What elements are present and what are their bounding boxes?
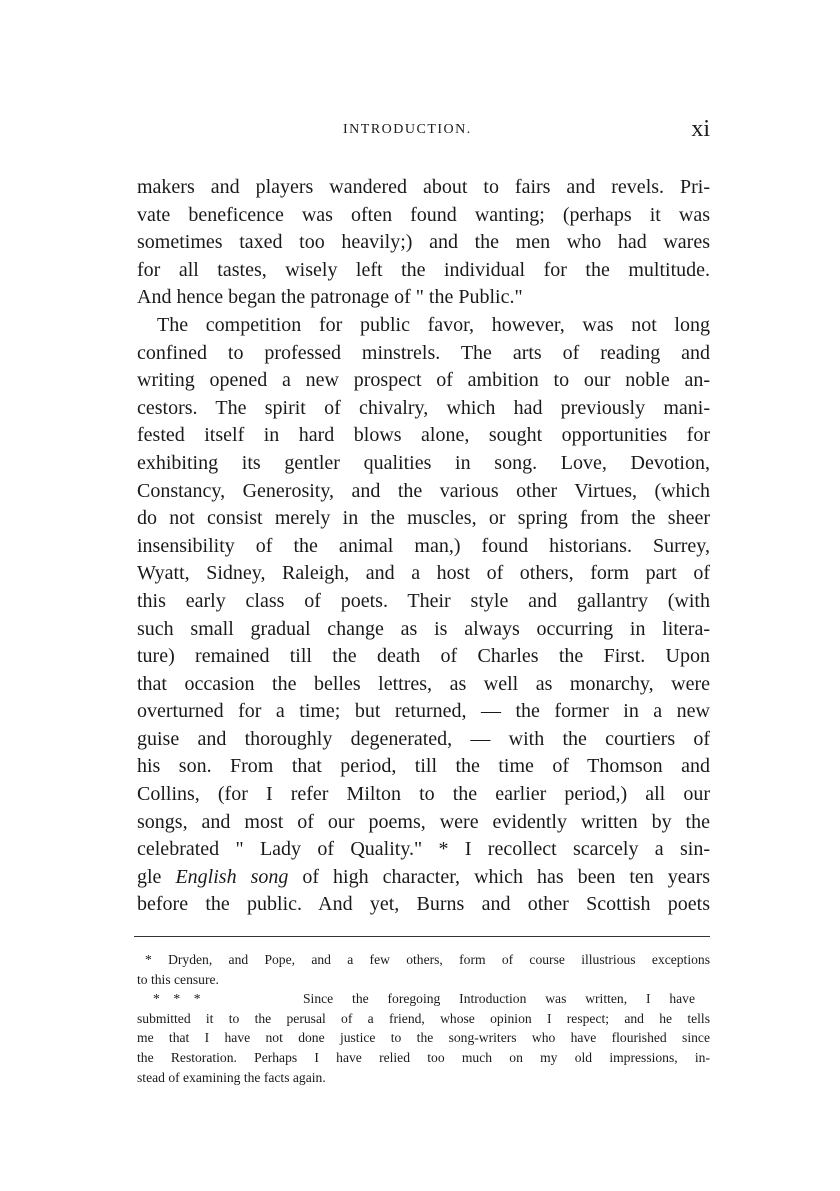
text-line: insensibility of the animal man,) found historians. Surrey,: [137, 534, 710, 557]
page-number: xi: [691, 116, 710, 142]
text-line: writing opened a new prospect of ambition to our noble an-: [137, 369, 710, 392]
text-line: confined to professed minstrels. The arts of reading and: [137, 341, 710, 364]
footnote-line: the Restoration. Perhaps I have relied too much on my old impressions, in-: [137, 1049, 710, 1065]
italic-phrase: English song: [175, 865, 289, 888]
footnote-line: to this censure.: [137, 971, 219, 987]
footnote-line: me that I have not done justice to the song-writers who have flourished since: [137, 1030, 710, 1046]
body-text: [137, 174, 710, 919]
running-head: INTRODUCTION.: [343, 122, 472, 137]
footnotes: [137, 950, 710, 1087]
text-line: The competition for public favor, however, was not long: [157, 313, 710, 336]
text-line: celebrated " Lady of Quality." * I recollect scarcely a sin-: [137, 838, 710, 861]
footnote-text: Since the foregoing Introduction was written, I have: [303, 991, 695, 1007]
text-line: for all tastes, wisely left the individual for the multitude.: [137, 258, 710, 281]
text-line: Constancy, Generosity, and the various other Virtues, (which: [137, 479, 710, 502]
page-header: [137, 116, 710, 146]
text-line: vate beneficence was often found wanting; (perhaps it was: [137, 203, 710, 226]
text-segment: of high character, which has been ten years: [302, 865, 711, 888]
text-line: fested itself in hard blows alone, sought opportunities for: [137, 424, 710, 447]
text-line: such small gradual change as is always occurring in litera-: [137, 617, 710, 640]
footnote-line: * Dryden, and Pope, and a few others, form of course illustrious exceptions: [145, 952, 710, 967]
text-line: And hence began the patronage of " the Public.": [137, 286, 523, 309]
text-segment: gle: [137, 865, 162, 888]
footnote-divider: [134, 936, 710, 937]
text-line: makers and players wandered about to fairs and revels. Pri-: [137, 176, 710, 198]
footnote-line: submitted it to the perusal of a friend, whose opinion I respect; and he tells: [137, 1010, 710, 1026]
text-line: Collins, (for I refer Milton to the earlier period,) all our: [137, 783, 710, 806]
text-line-with-italic: [137, 864, 710, 892]
text-line: overturned for a time; but returned, — the former in a new: [137, 700, 710, 723]
text-line: exhibiting its gentler qualities in song. Love, Devotion,: [137, 451, 710, 474]
text-line: before the public. And yet, Burns and other Scottish poets: [137, 893, 710, 916]
text-line: songs, and most of our poems, were evidently written by the: [137, 810, 710, 833]
text-line: Wyatt, Sidney, Raleigh, and a host of others, form part of: [137, 562, 710, 585]
text-line: guise and thoroughly degenerated, — with the courtiers of: [137, 727, 710, 750]
text-line: that occasion the belles lettres, as well as monarchy, were: [137, 672, 710, 695]
footnote-line: stead of examining the facts again.: [137, 1069, 326, 1085]
text-line: ture) remained till the death of Charles the First. Upon: [137, 645, 710, 668]
footnote-line-with-asterisks: [137, 989, 710, 1009]
text-line: do not consist merely in the muscles, or spring from the sheer: [137, 507, 710, 530]
text-line: this early class of poets. Their style and gallantry (with: [137, 589, 710, 612]
text-line: his son. From that period, till the time of Thomson and: [137, 755, 710, 778]
text-line: cestors. The spirit of chivalry, which had previously mani-: [137, 396, 710, 419]
text-line: sometimes taxed too heavily;) and the men who had wares: [137, 231, 710, 254]
asterisk-separator: * * *: [153, 991, 201, 1007]
